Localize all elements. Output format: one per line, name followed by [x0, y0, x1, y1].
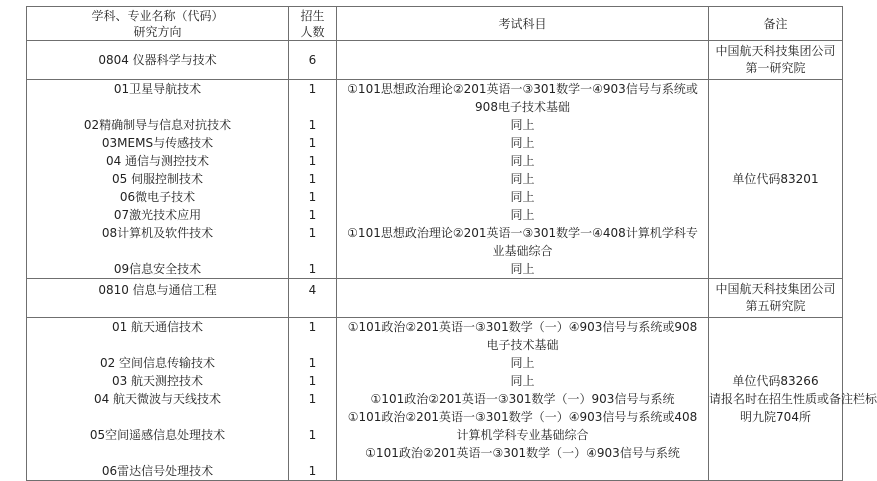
note-line: 请报名时在招生性质或备注栏标	[709, 392, 877, 406]
note-line: 单位代码83266	[732, 374, 819, 388]
major-subjects	[337, 279, 709, 318]
direction-quota: 1	[308, 154, 317, 168]
direction-subjects	[337, 80, 709, 279]
direction-quota: 1	[308, 374, 317, 388]
major-row	[27, 41, 843, 80]
subject-line: 同上	[510, 190, 535, 204]
subject-line: ①101政治②201英语一③301数学（一）④903信号与系统	[365, 446, 680, 460]
direction-name: 05空间遥感信息处理技术	[89, 428, 226, 442]
direction-quota: 1	[308, 428, 317, 442]
direction-names	[27, 80, 289, 279]
subject-line: 同上	[510, 374, 535, 388]
direction-subjects	[337, 318, 709, 481]
major-subjects	[337, 41, 709, 80]
unit-code-note: 单位代码83201	[709, 80, 843, 279]
institute-note: 中国航天科技集团公司 第五研究院	[715, 282, 848, 313]
direction-name: 02精确制导与信息对抗技术	[83, 118, 232, 132]
direction-quotas	[289, 318, 337, 481]
header-row	[27, 7, 843, 41]
direction-quota: 1	[308, 356, 317, 370]
directions-block	[27, 80, 843, 279]
subject-line: ①101政治②201英语一③301数学（一）④903信号与系统或908	[347, 320, 698, 334]
direction-quota: 1	[308, 262, 317, 276]
direction-name: 03MEMS与传感技术	[101, 136, 214, 150]
direction-quota: 1	[308, 136, 317, 150]
subject-line: ①101政治②201英语一③301数学（一）903信号与系统	[370, 392, 675, 406]
note-line: 明九院704所	[740, 410, 811, 424]
institute-note: 中国航天科技集团公司 第一研究院	[715, 44, 848, 75]
direction-name: 04 航天微波与天线技术	[93, 392, 222, 406]
direction-quota: 1	[308, 320, 317, 334]
subject-line: 电子技术基础	[486, 338, 559, 352]
major-name: 0804 仪器科学与技术	[27, 41, 289, 80]
major-name: 0810 信息与通信工程	[27, 279, 289, 318]
header-major-label: 学科、专业名称（代码）	[91, 8, 224, 23]
subject-line: 同上	[510, 262, 535, 276]
major-note	[709, 41, 848, 80]
direction-name: 09信息安全技术	[113, 262, 202, 276]
header-notes: 备注	[709, 7, 843, 41]
subject-line: ①101政治②201英语一③301数学（一）④903信号与系统或408	[347, 410, 698, 424]
major-row	[27, 279, 843, 318]
admissions-table	[26, 6, 877, 481]
direction-quota: 1	[308, 190, 317, 204]
subject-line: 计算机学科专业基础综合	[456, 428, 589, 442]
direction-quotas	[289, 80, 337, 279]
subject-line: 业基础综合	[492, 244, 553, 258]
direction-name: 06微电子技术	[119, 190, 196, 204]
direction-name: 07激光技术应用	[113, 208, 202, 222]
subject-line: 同上	[510, 208, 535, 222]
directions-block	[27, 318, 843, 481]
direction-name: 01 航天通信技术	[111, 320, 204, 334]
subject-line: 同上	[510, 356, 535, 370]
direction-name: 08计算机及软件技术	[101, 226, 214, 240]
header-subjects: 考试科目	[337, 7, 709, 41]
direction-quota: 1	[308, 392, 317, 406]
direction-name: 02 空间信息传输技术	[99, 356, 216, 370]
major-quota: 6	[289, 41, 337, 80]
subject-line: 同上	[510, 154, 535, 168]
header-major-direction	[27, 7, 289, 41]
subject-line: ①101思想政治理论②201英语一③301数学一④903信号与系统或	[347, 82, 698, 96]
direction-name: 03 航天测控技术	[111, 374, 204, 388]
direction-name: 06雷达信号处理技术	[101, 464, 214, 478]
direction-name: 05 伺服控制技术	[111, 172, 204, 186]
subject-line: 908电子技术基础	[475, 100, 570, 114]
unit-code-note	[709, 318, 877, 481]
major-note	[709, 279, 848, 318]
header-quota-label: 招生人数	[300, 8, 325, 39]
direction-quota: 1	[308, 82, 317, 96]
direction-quota: 1	[308, 118, 317, 132]
direction-quota: 1	[308, 464, 317, 478]
major-quota: 4	[289, 279, 337, 318]
direction-names	[27, 318, 289, 481]
subject-line: 同上	[510, 118, 535, 132]
direction-name: 01卫星导航技术	[113, 82, 202, 96]
subject-line: 同上	[510, 136, 535, 150]
header-quota	[289, 7, 337, 41]
subject-line: 同上	[510, 172, 535, 186]
subject-line: ①101思想政治理论②201英语一③301数学一④408计算机学科专	[347, 226, 698, 240]
direction-name: 04 通信与测控技术	[105, 154, 210, 168]
direction-quota: 1	[308, 208, 317, 222]
direction-quota: 1	[308, 172, 317, 186]
direction-quota: 1	[308, 226, 317, 240]
header-direction-label: 研究方向	[133, 24, 182, 39]
